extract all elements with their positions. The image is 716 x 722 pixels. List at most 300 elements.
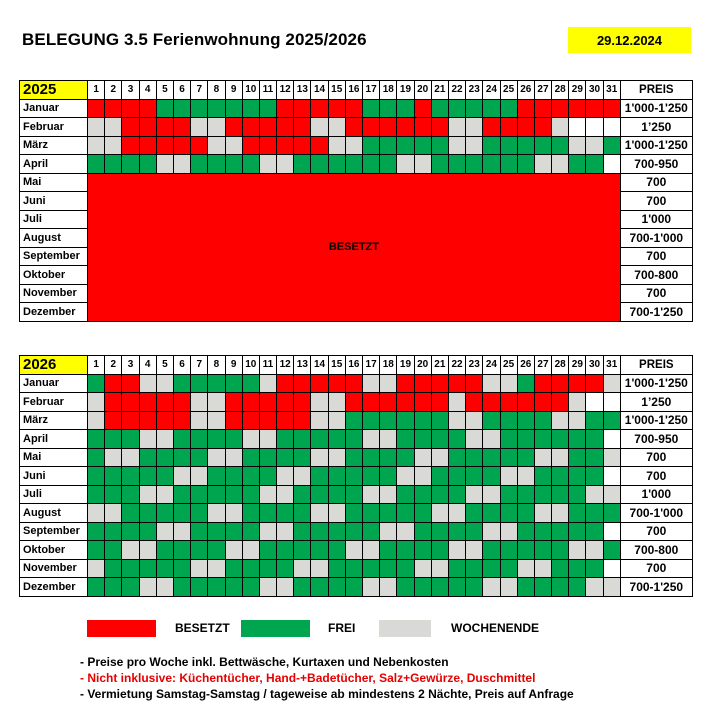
day-cell <box>208 136 225 155</box>
day-cell <box>448 504 465 523</box>
day-header: 8 <box>208 81 225 100</box>
day-cell <box>139 118 156 137</box>
day-cell <box>259 448 276 467</box>
day-cell <box>500 155 517 174</box>
day-cell <box>105 411 122 430</box>
day-header: 30 <box>586 81 603 100</box>
day-cell <box>483 411 500 430</box>
month-label: Februar <box>20 118 88 137</box>
day-cell <box>242 448 259 467</box>
day-cell <box>259 467 276 486</box>
day-header: 7 <box>191 356 208 375</box>
day-cell <box>156 504 173 523</box>
day-cell <box>277 393 294 412</box>
day-cell <box>380 522 397 541</box>
day-cell <box>363 578 380 597</box>
day-cell <box>191 448 208 467</box>
day-cell <box>397 559 414 578</box>
day-cell <box>156 99 173 118</box>
day-cell <box>156 430 173 449</box>
day-cell <box>345 504 362 523</box>
day-cell <box>380 430 397 449</box>
day-cell <box>311 578 328 597</box>
legend-swatch-wochenende <box>379 620 431 637</box>
day-cell <box>242 136 259 155</box>
day-cell <box>552 522 569 541</box>
day-cell <box>311 522 328 541</box>
day-header: 15 <box>328 81 345 100</box>
day-cell <box>345 467 362 486</box>
day-cell <box>294 578 311 597</box>
day-cell <box>139 374 156 393</box>
day-cell <box>517 504 534 523</box>
day-cell <box>414 136 431 155</box>
day-cell <box>88 448 105 467</box>
day-header: 4 <box>139 81 156 100</box>
day-cell <box>191 485 208 504</box>
day-cell <box>466 155 483 174</box>
month-label: April <box>20 430 88 449</box>
day-cell <box>569 448 586 467</box>
day-cell <box>397 155 414 174</box>
day-cell <box>517 578 534 597</box>
day-cell <box>173 99 190 118</box>
day-cell <box>431 393 448 412</box>
day-header: 19 <box>397 81 414 100</box>
price-cell: 700-1'000 <box>620 229 692 248</box>
day-cell <box>294 504 311 523</box>
day-cell <box>105 393 122 412</box>
month-label: August <box>20 229 88 248</box>
day-cell <box>294 430 311 449</box>
day-cell <box>191 411 208 430</box>
day-cell <box>191 504 208 523</box>
day-cell <box>397 393 414 412</box>
day-cell <box>156 136 173 155</box>
day-header: 21 <box>431 81 448 100</box>
day-cell <box>345 485 362 504</box>
price-cell: 700 <box>620 247 692 266</box>
note-3: - Vermietung Samstag-Samstag / tageweise ab mindestens 2 Nächte, Preis auf Anfrage <box>80 687 574 701</box>
day-cell <box>431 136 448 155</box>
day-cell <box>448 559 465 578</box>
day-cell <box>483 136 500 155</box>
day-cell <box>208 155 225 174</box>
day-header: 25 <box>500 356 517 375</box>
day-cell <box>552 430 569 449</box>
day-cell <box>534 467 551 486</box>
day-cell <box>363 374 380 393</box>
day-cell <box>448 448 465 467</box>
day-cell <box>225 430 242 449</box>
day-cell <box>88 541 105 560</box>
day-cell <box>534 136 551 155</box>
day-cell <box>139 430 156 449</box>
day-cell <box>483 522 500 541</box>
day-cell <box>105 374 122 393</box>
page-title: BELEGUNG 3.5 Ferienwohnung 2025/2026 <box>22 30 367 49</box>
day-cell <box>259 393 276 412</box>
day-header: 9 <box>225 356 242 375</box>
day-cell <box>122 485 139 504</box>
day-cell <box>448 118 465 137</box>
day-cell <box>534 374 551 393</box>
day-cell <box>500 522 517 541</box>
day-cell <box>294 136 311 155</box>
price-header: PREIS <box>620 356 692 375</box>
day-cell <box>517 155 534 174</box>
day-header: 23 <box>466 356 483 375</box>
day-cell <box>552 374 569 393</box>
day-cell <box>311 504 328 523</box>
month-row <box>20 541 693 560</box>
day-cell <box>380 393 397 412</box>
day-cell <box>586 504 603 523</box>
day-cell <box>586 541 603 560</box>
day-cell <box>208 374 225 393</box>
day-cell <box>105 118 122 137</box>
notes <box>80 654 574 702</box>
day-cell <box>173 522 190 541</box>
day-cell <box>259 504 276 523</box>
day-cell <box>122 504 139 523</box>
day-cell <box>569 541 586 560</box>
price-cell: 1'000-1'250 <box>620 374 692 393</box>
day-cell <box>448 578 465 597</box>
day-cell <box>122 411 139 430</box>
day-cell <box>277 522 294 541</box>
day-cell <box>277 578 294 597</box>
day-cell <box>294 522 311 541</box>
day-cell <box>328 374 345 393</box>
day-header: 6 <box>173 81 190 100</box>
day-cell <box>569 99 586 118</box>
day-cell <box>363 155 380 174</box>
day-header: 22 <box>448 81 465 100</box>
day-cell <box>603 118 620 137</box>
month-row <box>20 99 693 118</box>
day-cell <box>173 393 190 412</box>
day-cell <box>397 136 414 155</box>
day-cell <box>431 522 448 541</box>
day-cell <box>88 411 105 430</box>
day-cell <box>397 541 414 560</box>
day-cell <box>483 430 500 449</box>
day-cell <box>345 118 362 137</box>
day-header: 1 <box>88 81 105 100</box>
day-header: 30 <box>586 356 603 375</box>
day-cell <box>397 578 414 597</box>
day-cell <box>448 374 465 393</box>
day-cell <box>431 118 448 137</box>
day-cell <box>208 448 225 467</box>
day-cell <box>294 155 311 174</box>
month-row <box>20 393 693 412</box>
day-cell <box>328 136 345 155</box>
day-header: 1 <box>88 356 105 375</box>
legend-label-besetzt: BESETZT <box>175 621 230 635</box>
year-label: 2026 <box>20 356 88 375</box>
day-cell <box>500 374 517 393</box>
day-cell <box>466 448 483 467</box>
day-cell <box>603 448 620 467</box>
day-header: 9 <box>225 81 242 100</box>
day-cell <box>363 448 380 467</box>
day-cell <box>483 578 500 597</box>
note-1: - Preise pro Woche inkl. Bettwäsche, Kurtaxen und Nebenkosten <box>80 655 449 669</box>
day-cell <box>466 559 483 578</box>
day-cell <box>105 559 122 578</box>
day-cell <box>603 136 620 155</box>
day-header: 3 <box>122 81 139 100</box>
price-cell: 1'000-1'250 <box>620 411 692 430</box>
day-cell <box>191 467 208 486</box>
day-cell <box>88 374 105 393</box>
day-cell <box>105 136 122 155</box>
day-cell <box>466 578 483 597</box>
day-cell <box>173 467 190 486</box>
day-cell <box>483 467 500 486</box>
day-cell <box>328 155 345 174</box>
month-label: Februar <box>20 393 88 412</box>
day-header: 14 <box>311 356 328 375</box>
day-cell <box>500 578 517 597</box>
day-cell <box>122 541 139 560</box>
day-cell <box>397 430 414 449</box>
day-cell <box>569 155 586 174</box>
day-cell <box>363 118 380 137</box>
price-cell: 700 <box>620 448 692 467</box>
day-header: 20 <box>414 356 431 375</box>
day-cell <box>431 411 448 430</box>
day-cell <box>500 467 517 486</box>
price-header: PREIS <box>620 81 692 100</box>
day-cell <box>139 99 156 118</box>
day-cell <box>208 118 225 137</box>
day-cell <box>277 136 294 155</box>
day-cell <box>483 541 500 560</box>
day-cell <box>173 541 190 560</box>
day-cell <box>156 118 173 137</box>
day-cell <box>277 374 294 393</box>
day-cell <box>345 541 362 560</box>
day-cell <box>517 393 534 412</box>
month-row <box>20 155 693 174</box>
legend-label-frei: FREI <box>328 621 356 635</box>
day-cell <box>259 155 276 174</box>
day-cell <box>517 118 534 137</box>
day-cell <box>517 430 534 449</box>
day-cell <box>88 136 105 155</box>
day-cell <box>139 411 156 430</box>
day-cell <box>88 522 105 541</box>
month-label: Dezember <box>20 303 88 322</box>
day-header: 18 <box>380 356 397 375</box>
day-cell <box>208 578 225 597</box>
month-label: April <box>20 155 88 174</box>
day-cell <box>173 559 190 578</box>
day-cell <box>139 155 156 174</box>
day-cell <box>397 118 414 137</box>
month-row <box>20 485 693 504</box>
day-cell <box>431 155 448 174</box>
day-cell <box>517 136 534 155</box>
day-cell <box>466 485 483 504</box>
day-cell <box>156 467 173 486</box>
day-cell <box>517 374 534 393</box>
day-header: 24 <box>483 81 500 100</box>
calendar-2025 <box>19 80 693 322</box>
day-cell <box>448 411 465 430</box>
day-cell <box>603 504 620 523</box>
day-cell <box>380 374 397 393</box>
day-cell <box>534 155 551 174</box>
day-cell <box>122 99 139 118</box>
day-cell <box>328 411 345 430</box>
day-cell <box>208 411 225 430</box>
day-cell <box>603 485 620 504</box>
day-cell <box>242 393 259 412</box>
day-cell <box>603 411 620 430</box>
day-cell <box>363 393 380 412</box>
day-cell <box>500 99 517 118</box>
day-cell <box>414 559 431 578</box>
day-cell <box>191 578 208 597</box>
price-cell: 700 <box>620 467 692 486</box>
day-cell <box>311 430 328 449</box>
day-cell <box>259 559 276 578</box>
price-cell: 1'000 <box>620 210 692 229</box>
day-cell <box>517 467 534 486</box>
day-cell <box>328 485 345 504</box>
day-header: 24 <box>483 356 500 375</box>
price-cell: 700 <box>620 559 692 578</box>
day-cell <box>586 99 603 118</box>
day-cell <box>380 411 397 430</box>
day-cell <box>586 155 603 174</box>
day-cell <box>483 118 500 137</box>
day-cell <box>466 504 483 523</box>
day-cell <box>500 504 517 523</box>
day-cell <box>431 374 448 393</box>
day-cell <box>242 522 259 541</box>
day-cell <box>277 430 294 449</box>
day-cell <box>414 374 431 393</box>
day-cell <box>242 541 259 560</box>
day-cell <box>517 99 534 118</box>
day-cell <box>208 541 225 560</box>
day-cell <box>466 374 483 393</box>
day-cell <box>173 374 190 393</box>
day-cell <box>552 578 569 597</box>
day-cell <box>311 393 328 412</box>
day-cell <box>586 118 603 137</box>
day-cell <box>191 393 208 412</box>
day-cell <box>431 504 448 523</box>
day-cell <box>517 541 534 560</box>
day-cell <box>328 118 345 137</box>
day-cell <box>191 155 208 174</box>
day-cell <box>586 559 603 578</box>
day-cell <box>242 155 259 174</box>
day-cell <box>448 522 465 541</box>
day-cell <box>397 411 414 430</box>
day-cell <box>586 374 603 393</box>
day-cell <box>552 155 569 174</box>
day-cell <box>294 411 311 430</box>
month-label: September <box>20 247 88 266</box>
month-label: Oktober <box>20 266 88 285</box>
day-cell <box>414 485 431 504</box>
day-cell <box>380 541 397 560</box>
day-cell <box>328 504 345 523</box>
day-cell <box>569 393 586 412</box>
day-cell <box>586 136 603 155</box>
day-cell <box>328 448 345 467</box>
day-cell <box>466 467 483 486</box>
day-header: 2 <box>105 81 122 100</box>
day-header: 5 <box>156 81 173 100</box>
day-cell <box>569 430 586 449</box>
day-cell <box>552 541 569 560</box>
day-cell <box>156 541 173 560</box>
day-cell <box>139 393 156 412</box>
day-cell <box>534 504 551 523</box>
day-cell <box>603 541 620 560</box>
day-cell <box>173 430 190 449</box>
month-label: März <box>20 136 88 155</box>
day-cell <box>173 448 190 467</box>
day-cell <box>208 522 225 541</box>
day-cell <box>414 393 431 412</box>
day-cell <box>277 118 294 137</box>
day-cell <box>552 485 569 504</box>
day-cell <box>105 541 122 560</box>
day-cell <box>380 559 397 578</box>
day-cell <box>294 559 311 578</box>
day-cell <box>173 578 190 597</box>
day-cell <box>603 578 620 597</box>
day-cell <box>277 411 294 430</box>
day-cell <box>122 578 139 597</box>
month-label: Oktober <box>20 541 88 560</box>
day-cell <box>500 559 517 578</box>
day-cell <box>242 467 259 486</box>
day-cell <box>105 504 122 523</box>
day-cell <box>363 99 380 118</box>
day-cell <box>105 522 122 541</box>
day-cell <box>259 99 276 118</box>
day-cell <box>586 522 603 541</box>
day-cell <box>328 467 345 486</box>
day-header: 26 <box>517 356 534 375</box>
day-cell <box>156 393 173 412</box>
day-cell <box>191 118 208 137</box>
day-cell <box>414 411 431 430</box>
day-cell <box>586 467 603 486</box>
day-cell <box>517 448 534 467</box>
day-cell <box>191 430 208 449</box>
day-cell <box>173 136 190 155</box>
legend-label-wochenende: WOCHENENDE <box>451 621 540 635</box>
day-cell <box>466 99 483 118</box>
day-cell <box>208 430 225 449</box>
day-cell <box>88 485 105 504</box>
month-row <box>20 578 693 597</box>
day-cell <box>122 559 139 578</box>
day-cell <box>363 411 380 430</box>
day-cell <box>259 485 276 504</box>
